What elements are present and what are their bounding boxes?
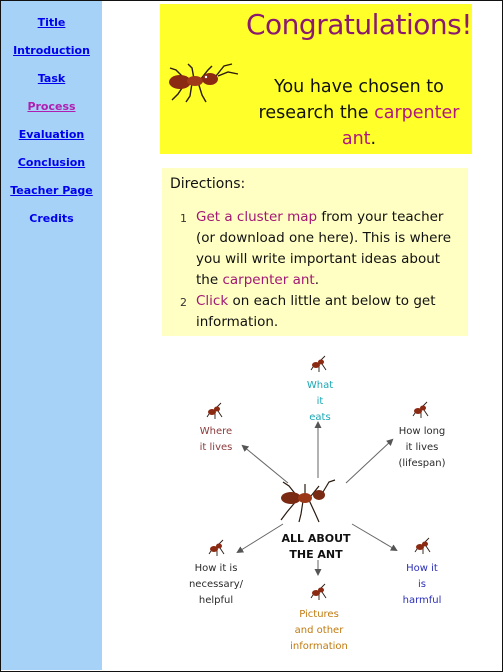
sidebar-item-conclusion[interactable]: Conclusion — [17, 156, 86, 169]
sidebar-item-process[interactable]: Process — [27, 100, 76, 113]
sidebar-item-credits[interactable]: Credits — [29, 212, 74, 225]
cluster-map-link[interactable]: Get a cluster map — [196, 209, 318, 225]
diagram-center-title: ALL ABOUT THE ANT — [281, 532, 351, 561]
sidebar-item-title[interactable]: Title — [37, 16, 66, 29]
node-how-it-is-helpful[interactable]: How it is necessary/ helpful — [188, 563, 244, 606]
direction-item-2: Click on each little ant below to get information. — [196, 293, 436, 330]
directions-title: Directions: — [170, 176, 246, 192]
banner-highlight: carpenter ant — [341, 103, 460, 149]
node-pictures-and-info[interactable]: Pictures and other information — [290, 609, 348, 652]
sidebar-item-task[interactable]: Task — [37, 72, 66, 85]
node-how-it-is-harmful[interactable]: How it is harmful — [402, 563, 442, 606]
banner-title: Congratulations! — [246, 8, 472, 41]
sidebar-item-evaluation[interactable]: Evaluation — [18, 128, 85, 141]
ant-link-pictures[interactable] — [309, 582, 329, 602]
direction-highlight: carpenter ant — [222, 272, 315, 288]
direction-number-1: 1 — [180, 212, 187, 225]
node-what-it-eats[interactable]: What it eats — [306, 380, 334, 423]
ant-link-where-it-lives[interactable] — [205, 401, 225, 421]
node-where-it-lives[interactable]: Where it lives — [199, 426, 233, 453]
node-how-long-it-lives[interactable]: How long it lives (lifespan) — [398, 426, 446, 469]
ant-link-harmful[interactable] — [413, 536, 433, 556]
sidebar-item-teacher-page[interactable]: Teacher Page — [10, 184, 93, 197]
direction-number-2: 2 — [180, 296, 187, 309]
banner-message: You have chosen to research the carpenter ant. — [258, 77, 460, 149]
ant-link-what-it-eats[interactable] — [309, 354, 329, 374]
ant-link-lifespan[interactable] — [411, 400, 431, 420]
click-link[interactable]: Click — [196, 293, 229, 309]
center-ant-icon — [277, 478, 337, 526]
sidebar-item-introduction[interactable]: Introduction — [13, 44, 90, 57]
direction-item-1: Get a cluster map from your teacher (or download one here). This is where you will write important ideas about the carpenter ant. — [196, 209, 452, 288]
ant-link-helpful[interactable] — [207, 538, 227, 558]
